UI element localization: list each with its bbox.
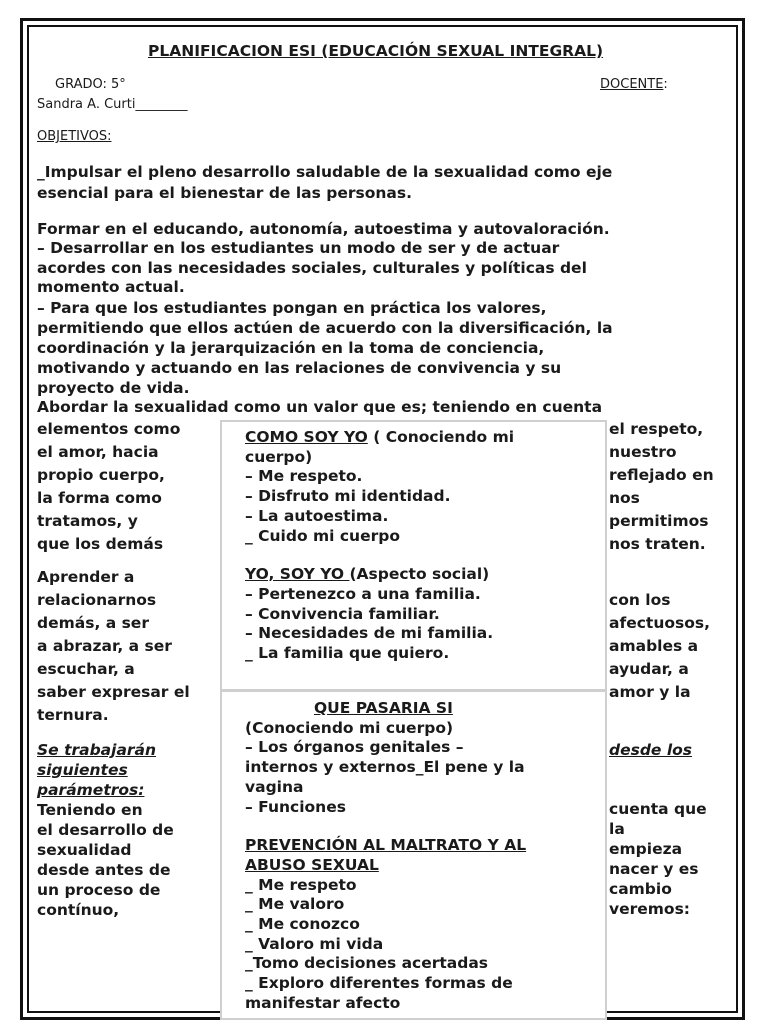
objetivo-line: esencial para el bienestar de las personas. [37,184,412,202]
docente-colon: : [663,77,668,92]
parametros-heading-line: siguientes [37,761,128,779]
abuso-sexual-heading: ABUSO SEXUAL [245,855,379,874]
prevencion-heading-line-2 [245,856,605,876]
text-line: relacionarnos [37,591,157,609]
text-line: propio cuerpo, [37,466,165,484]
objetivo-line: Abordar la sexualidad como un valor que es; teniendo en cuenta [37,398,603,416]
que-pasaria-si-box [220,690,607,1020]
box-spacer [245,817,605,836]
text-line: desde antes de [37,861,171,879]
objetivo-line: coordinación y la jerarquización en la toma de conciencia, [37,339,545,357]
text-line: ayudar, a [609,660,689,678]
objetivo-line: proyecto de vida. [37,379,190,397]
text-line: amables a [609,637,699,655]
text-line: cuenta que [609,800,707,818]
text-line: amor y la [609,683,691,701]
text-line: saber expresar el [37,683,190,701]
objetivo-line: permitiendo que ellos actúen de acuerdo con la diversificación, la [37,319,613,337]
box-list-item: – Necesidades de mi familia. [245,624,494,643]
text-line: la [609,820,625,838]
text-line: Aprender a [37,568,135,586]
box-list-item: _ Me respeto [245,875,357,894]
yo-soy-yo-heading: YO, SOY YO [245,565,350,584]
box-text-line: vagina [245,777,304,796]
text-line: Teniendo en [37,801,143,819]
desde-los-heading: desde los [609,741,693,759]
text-line: nuestro [609,443,677,461]
box-list-item: – Pertenezco a una familia. [245,584,481,603]
box-text-line: internos y externos_El pene y la [245,758,525,777]
box-list-item: – Convivencia familiar. [245,604,440,623]
text-line: veremos: [609,900,690,918]
text-line: nos [609,489,640,507]
grado-label: GRADO: 5° [55,77,126,92]
left-column-block-2 [37,566,190,727]
box-list-item: _ Cuido mi cuerpo [245,526,400,545]
como-soy-yo-box [220,420,607,691]
text-line: permitimos [609,512,709,530]
objetivo-line: acordes con las necesidades sociales, culturales y políticas del [37,259,587,277]
box-list-item: manifestar afecto [245,993,401,1012]
text-line: el desarrollo de [37,821,174,839]
left-column-block-3 [37,740,174,920]
box-list-item: – Disfruto mi identidad. [245,487,451,506]
objetivo-line: momento actual. [37,278,185,296]
que-pasaria-si-heading: QUE PASARIA SI [314,699,453,717]
box-list-item: _ Me valoro [245,895,345,914]
box-list-item: _ La familia que quiero. [245,644,450,663]
box-list-item: _Tomo decisiones acertadas [245,954,489,973]
text-line: nacer y es [609,860,699,878]
right-column-block-1 [609,418,714,556]
text-line: el amor, hacia [37,443,159,461]
parametros-heading-line: Se trabajarán [37,741,157,759]
box-text-line: – Funciones [245,797,346,816]
document-title: PLANIFICACION ESI (EDUCACIÓN SEXUAL INTEGRAL) [148,42,604,60]
left-column-block-1 [37,418,180,556]
text-line: con los [609,591,671,609]
box-list-item: _ Exploro diferentes formas de [245,974,513,993]
text-line: afectuosos, [609,614,710,632]
box-text-line: – Los órganos genitales – [245,738,464,757]
docente-name: Sandra A. Curti________ [37,97,188,112]
objetivo-line: – Desarrollar en los estudiantes un modo de ser y de actuar [37,239,560,257]
box-list-item: – La autoestima. [245,506,389,525]
text-line: sexualidad [37,841,132,859]
right-column-block-3 [609,799,707,919]
box-heading-line [245,565,605,585]
text-line: empieza [609,840,683,858]
yo-soy-yo-heading-rest: (Aspecto social) [349,565,490,584]
box-list-item: _ Valoro mi vida [245,934,384,953]
text-line: que los demás [37,535,164,553]
text-line: a abrazar, a ser [37,637,172,655]
prevencion-heading-line: PREVENCIÓN AL MALTRATO Y AL [245,836,527,855]
text-line: la forma como [37,489,162,507]
text-line: un proceso de [37,881,161,899]
text-line: cambio [609,880,672,898]
text-line: reflejado en [609,466,714,484]
text-line: elementos como [37,420,181,438]
text-line: contínuo, [37,901,120,919]
box-heading-line [245,428,605,448]
objetivo-line: motivando y actuando en las relaciones de convivencia y su [37,359,562,377]
docente-label-text: DOCENTE [600,77,664,92]
parametros-heading-line: parámetros: [37,781,145,799]
text-line: nos traten. [609,535,706,553]
text-line: el respeto, [609,420,704,438]
box-list-item: – Me respeto. [245,467,363,486]
objetivo-line: Formar en el educando, autonomía, autoestima y autovaloración. [37,220,610,238]
objetivo-line: _Impulsar el pleno desarrollo saludable de la sexualidad como eje [37,163,613,181]
box-list-item: _ Me conozco [245,915,360,934]
text-line: demás, a ser [37,614,149,632]
text-line: tratamos, y [37,512,138,530]
text-line: escuchar, a [37,660,135,678]
text-line: ternura. [37,706,109,724]
objetivos-label: OBJETIVOS: [37,129,112,144]
box-heading-line-2: cuerpo) [245,447,313,466]
como-soy-yo-heading: COMO SOY YO [245,428,368,446]
que-pasaria-si-subheading: (Conociendo mi cuerpo) [245,718,454,737]
right-column-heading [609,740,692,760]
docente-label [600,77,668,92]
como-soy-yo-heading-rest: ( Conociendo mi [367,428,515,446]
objetivo-line: – Para que los estudiantes pongan en práctica los valores, [37,299,547,317]
box-spacer [245,546,605,565]
right-column-block-2 [609,589,710,704]
